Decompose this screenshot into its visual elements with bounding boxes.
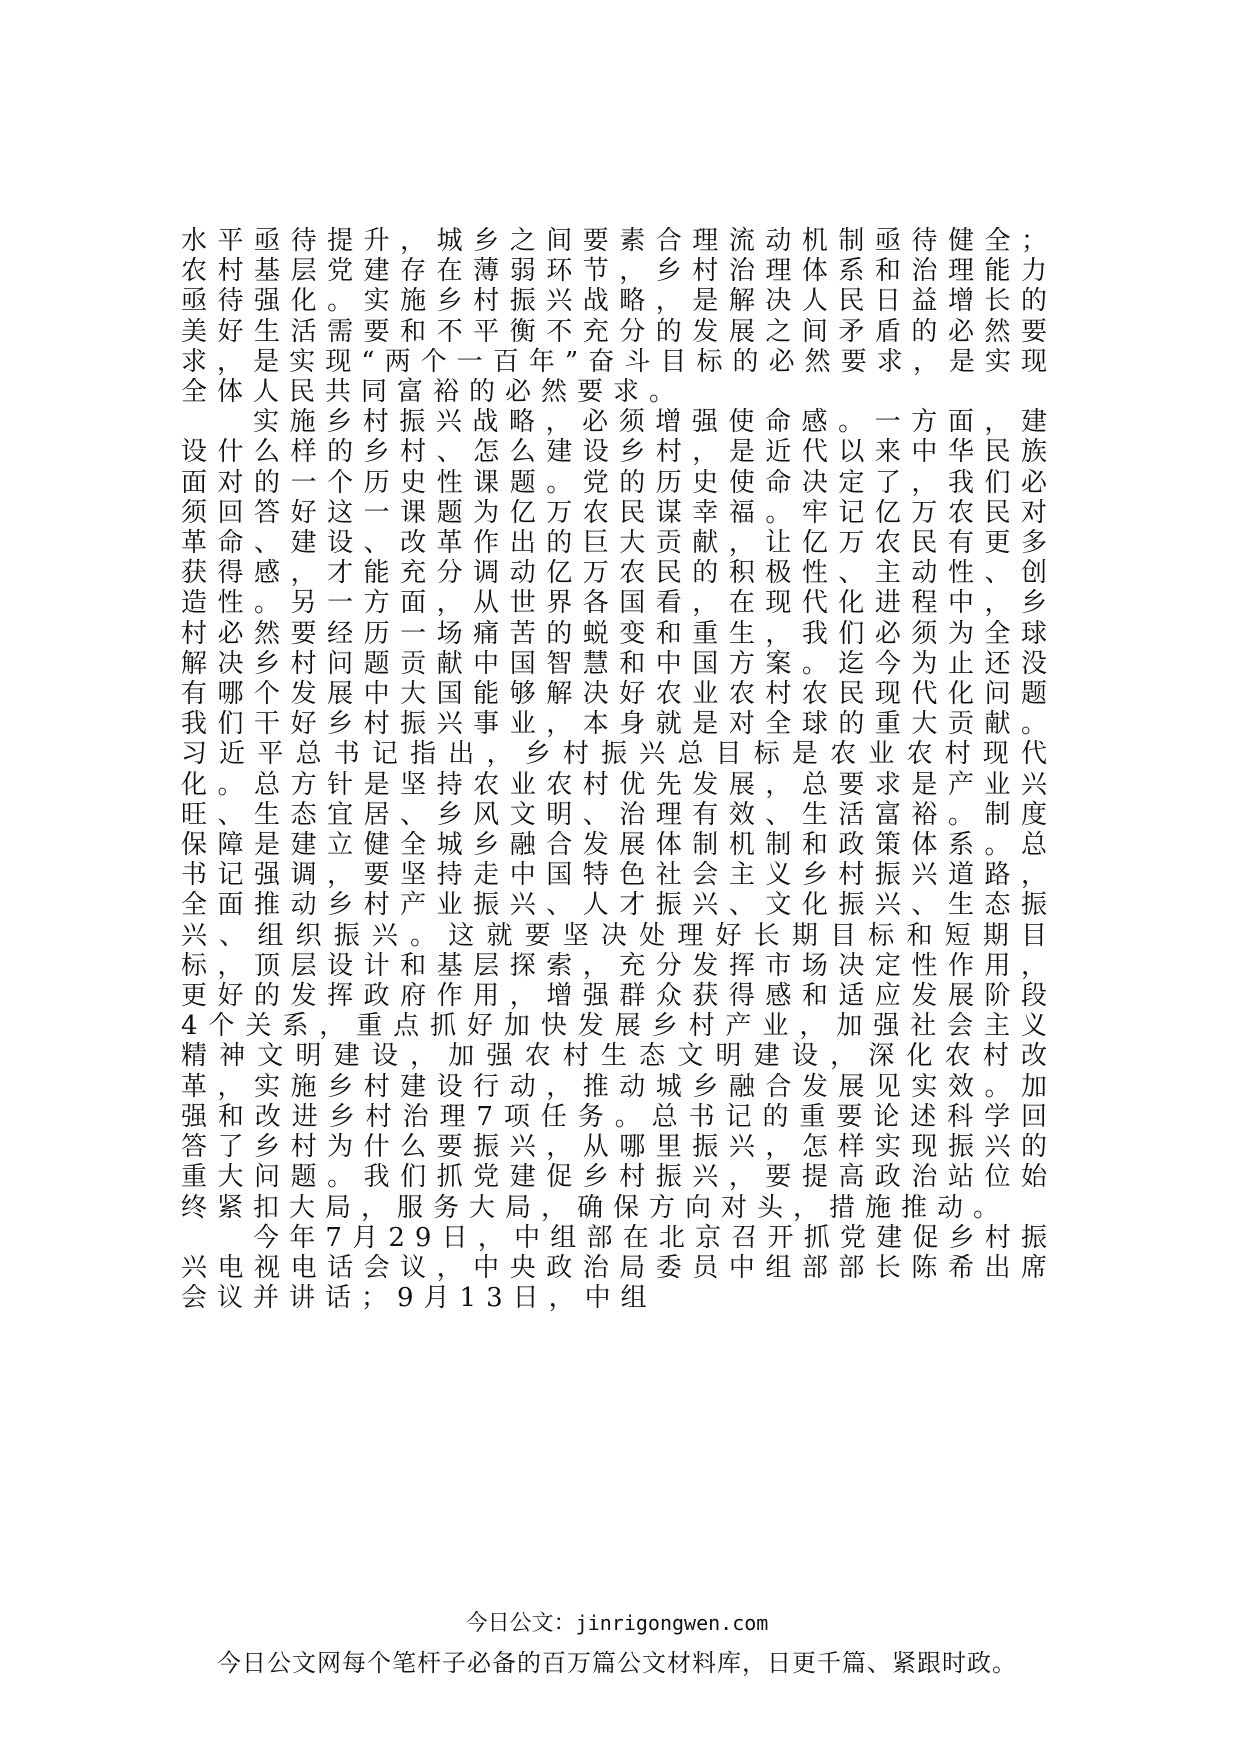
footer-source-label: 今日公文： <box>465 1611 576 1636</box>
paragraph-3: 今年7月29日，中组部在北京召开抓党建促乡村振兴电视电话会议，中央政治局委员中组部部长陈希出席会议并讲话；9月13日，中组 <box>181 1222 1057 1314</box>
footer-source-url[interactable]: jinrigongwen.com <box>575 1611 769 1635</box>
footer-source-line <box>0 1606 1234 1637</box>
paragraph-2: 实施乡村振兴战略，必须增强使命感。一方面，建设什么样的乡村、怎么建设乡村，是近代以来中华民族面对的一个历史性课题。党的历史使命决定了，我们必须回答好这一课题为亿万农民谋幸福。牢记亿万农民对革命、建设、改革作出的巨大贡献，让亿万农民有更多获得感，才能充分调动亿万农民的积极性、主动性、创造性。另一方面，从世界各国看，在现代化进程中，乡村必然要经历一场痛苦的蜕变和重生，我们必须为全球解决乡村问题贡献中国智慧和中国方案。迄今为止还没有哪个发展中大国能够解决好农业农村农民现代化问题我们干好乡村振兴事业，本身就是对全球的重大贡献。习近平总书记指出，乡村振兴总目标是农业农村现代化。总方针是坚持农业农村优先发展，总要求是产业兴旺、生态宜居、乡风文明、治理有效、生活富裕。制度保障是建立健全城乡融合发展体制机制和政策体系。总书记强调，要坚持走中国特色社会主义乡村振兴道路，全面推动乡村产业振兴、人才振兴、文化振兴、生态振兴、组织振兴。这就要坚决处理好长期目标和短期目标，顶层设计和基层探索，充分发挥市场决定性作用，更好的发挥政府作用，增强群众获得感和适应发展阶段4个关系，重点抓好加快发展乡村产业，加强社会主义精神文明建设，加强农村生态文明建设，深化农村改革，实施乡村建设行动，推动城乡融合发展见实效。加强和改进乡村治理7项任务。总书记的重要论述科学回答了乡村为什么要振兴，从哪里振兴，怎样实现振兴的重大问题。我们抓党建促乡村振兴，要提高政治站位始终紧扣大局，服务大局，确保方向对头，措施推动。 <box>181 407 1057 1223</box>
paragraph-1: 水平亟待提升，城乡之间要素合理流动机制亟待健全；农村基层党建存在薄弱环节，乡村治理体系和治理能力亟待强化。实施乡村振兴战略，是解决人民日益增长的美好生活需要和不平衡不充分的发展之间矛盾的必然要求，是实现“两个一百年”奋斗目标的必然要求，是实现全体人民共同富裕的必然要求。 <box>181 226 1057 408</box>
footer-tagline: 今日公文网每个笔杆子必备的百万篇公文材料库，日更千篇、紧跟时政。 <box>217 1649 1017 1677</box>
document-body <box>181 226 1057 1313</box>
